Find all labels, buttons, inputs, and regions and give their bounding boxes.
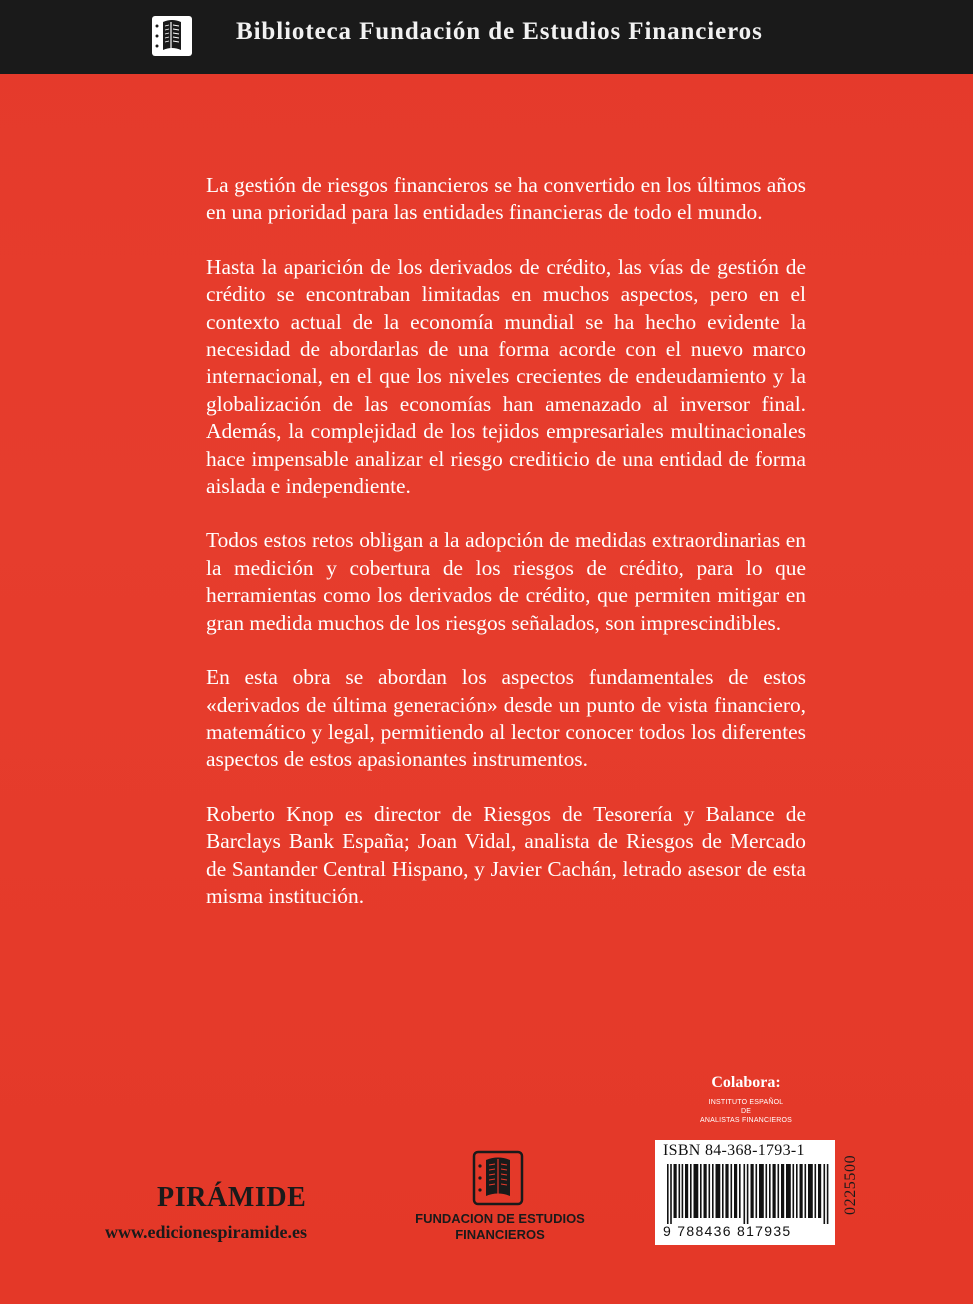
publisher-url: www.edicionespiramide.es bbox=[105, 1222, 307, 1242]
blurb-paragraph: En esta obra se abordan los aspectos fundamentales de estos «derivados de última generación» desde un punto de vista financiero, matemático y legal, permitiendo al lector conocer todos los diferentes aspectos de estos apasionantes instrumentos. bbox=[206, 665, 806, 772]
barcode-digits: 9 788436 817935 bbox=[663, 1223, 792, 1239]
foundation-name-line: FUNDACION DE ESTUDIOS bbox=[415, 1211, 585, 1226]
collaborator-org bbox=[676, 1098, 816, 1125]
blurb-paragraph: La gestión de riesgos financieros se ha convertido en los últimos años en una prioridad para las entidades financieras de todo el mundo. bbox=[206, 173, 806, 225]
series-header-band bbox=[0, 0, 973, 74]
publisher-name: PIRÁMIDE bbox=[157, 1182, 307, 1213]
collaborator-block bbox=[676, 1074, 816, 1125]
blurb-paragraph: Hasta la aparición de los derivados de crédito, las vías de gestión de crédito se encontraban limitadas en muchos aspectos, pero en el contexto actual de la economía mundial se ha hecho evidente la necesidad de abordarlas de una forma acorde con el nuevo marco internacional, en el que los niveles crecientes de endeudamiento y la globalización de las economías han amenazado al inversor final. Además, la complejidad de los tejidos empresariales multinacionales hace impensable analizar el riesgo crediticio de una entidad de forma aislada e independiente. bbox=[206, 254, 806, 499]
collaborator-org-line: ANALISTAS FINANCIEROS bbox=[700, 1117, 792, 1124]
authors-paragraph: Roberto Knop es director de Riesgos de Tesorería y Balance de Barclays Bank España; Joan Vidal, analista de Riesgos de Mercado de Santander Central Hispano, y Javier Cachán, letrado asesor de esta misma institución. bbox=[206, 801, 806, 908]
collaborator-label: Colabora: bbox=[711, 1074, 781, 1091]
isbn-number: ISBN 84-368-1793-1 bbox=[663, 1142, 805, 1159]
barcode bbox=[667, 1164, 831, 1224]
collaborator-org-line: DE bbox=[740, 1108, 752, 1115]
foundation-name bbox=[400, 1211, 600, 1243]
series-title: Biblioteca Fundación de Estudios Financieros bbox=[236, 18, 763, 45]
product-code: 0225500 bbox=[842, 1154, 859, 1215]
open-book-logo-icon bbox=[150, 12, 194, 60]
isbn-barcode-box bbox=[655, 1140, 835, 1245]
open-book-logo-icon bbox=[471, 1148, 525, 1208]
blurb-paragraph: Todos estos retos obligan a la adopción de medidas extraordinarias en la medición y cobertura de los riesgos de crédito, para lo que herramientas como los derivados de crédito, que permiten mitigar en gran medida muchos de los riesgos señalados, son imprescindibles. bbox=[206, 528, 806, 635]
collaborator-org-line: INSTITUTO ESPAÑOL bbox=[708, 1099, 784, 1106]
blurb-text bbox=[206, 172, 806, 937]
foundation-name-line: FINANCIEROS bbox=[455, 1227, 545, 1242]
